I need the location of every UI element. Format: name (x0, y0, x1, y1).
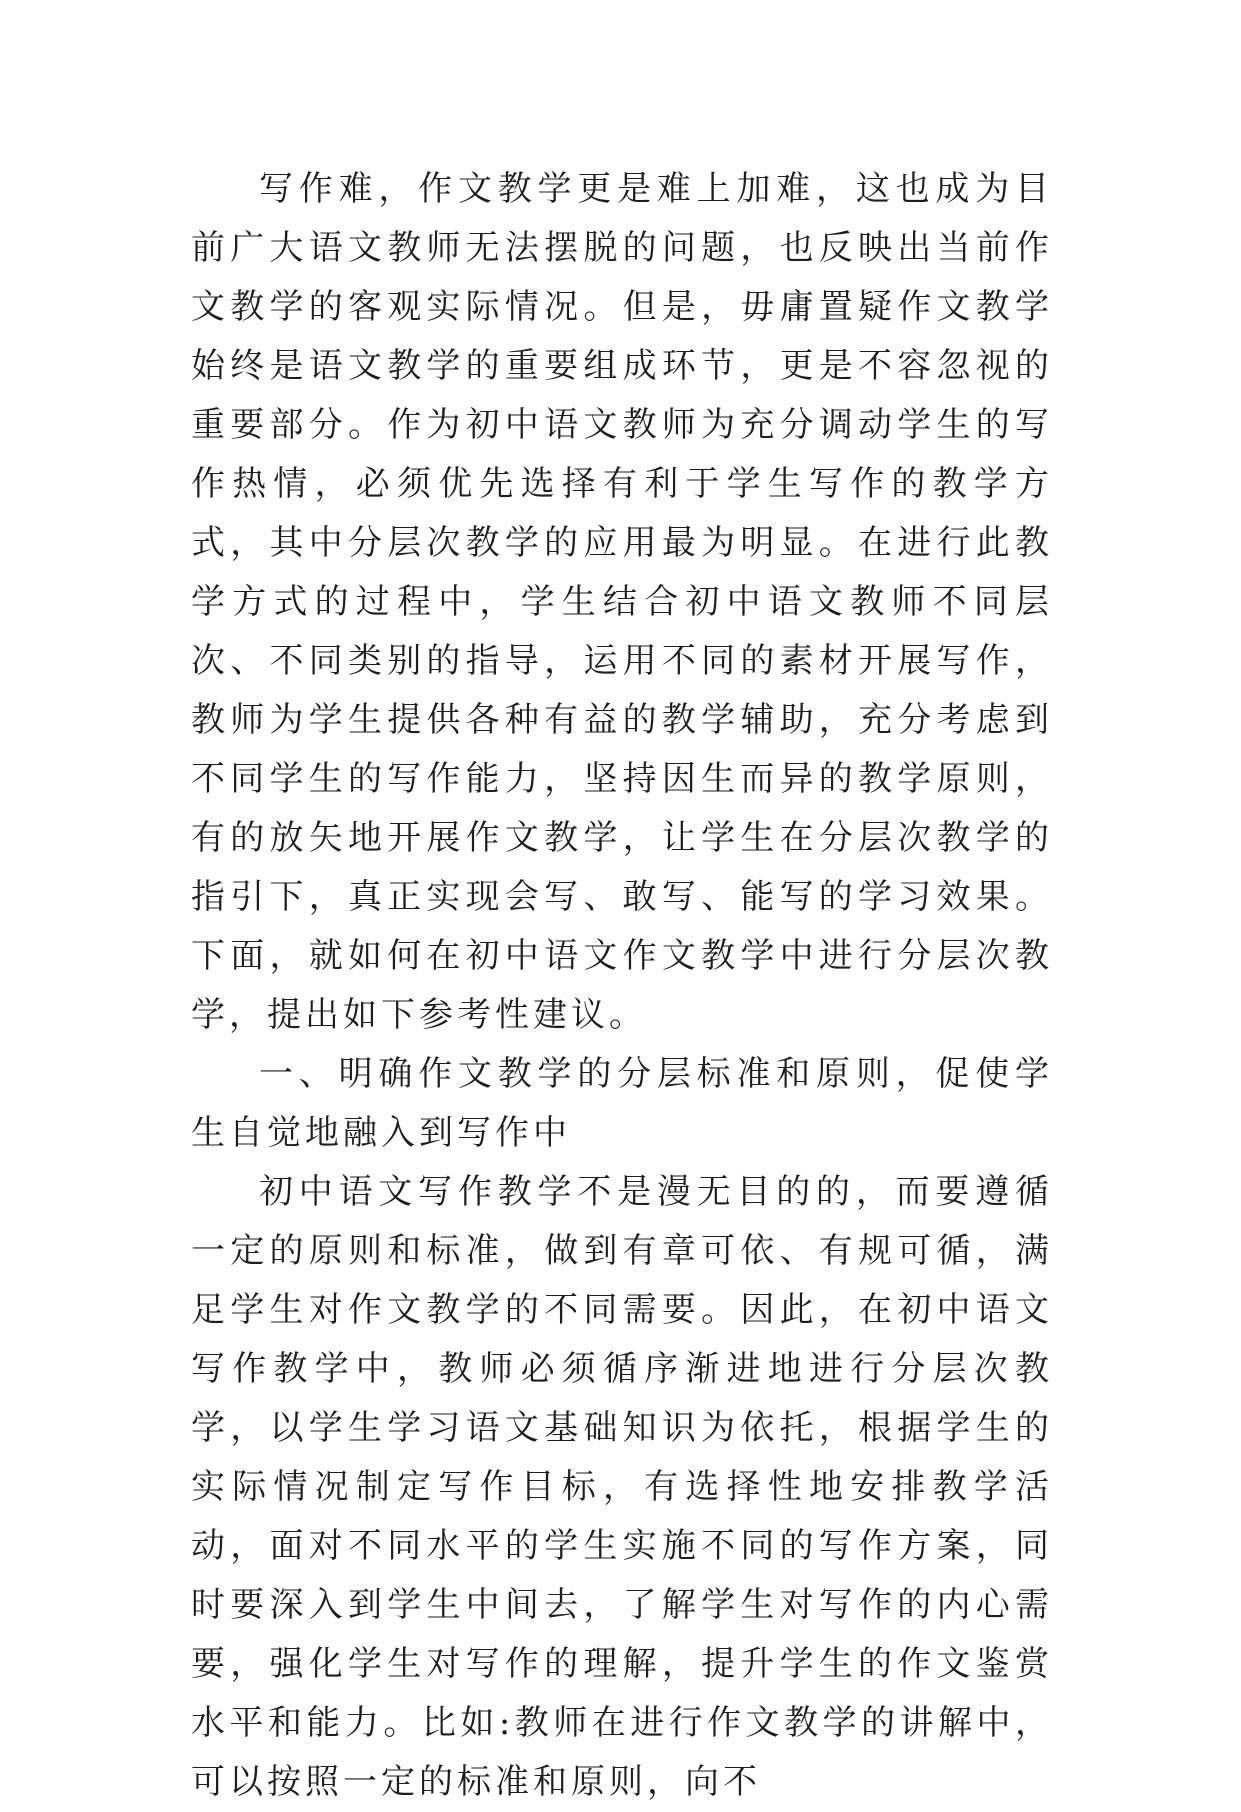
intro-paragraph: 写作难，作文教学更是难上加难，这也成为目前广大语文教师无法摆脱的问题，也反映出当前作文教学的客观实际情况。但是，毋庸置疑作文教学始终是语文教学的重要组成环节，更是不容忽视的重要部分。作为初中语文教师为充分调动学生的写作热情，必须优先选择有利于学生写作的教学方式，其中分层次教学的应用最为明显。在进行此教学方式的过程中，学生结合初中语文教师不同层次、不同类别的指导，运用不同的素材开展写作，教师为学生提供各种有益的教学辅助，充分考虑到不同学生的写作能力，坚持因生而异的教学原则，有的放矢地开展作文教学，让学生在分层次教学的指引下，真正实现会写、敢写、能写的学习效果。下面，就如何在初中语文作文教学中进行分层次教学，提出如下参考性建议。 (191, 169, 1053, 1035)
section-paragraph: 初中语文写作教学不是漫无目的的，而要遵循一定的原则和标准，做到有章可依、有规可循，满足学生对作文教学的不同需要。因此，在初中语文写作教学中，教师必须循序渐进地进行分层次教学，以学生学习语文基础知识为依托，根据学生的实际情况制定写作目标，有选择性地安排教学活动，面对不同水平的学生实施不同的写作方案，同时要深入到学生中间去，了解学生对写作的内心需要，强化学生对写作的理解，提升学生的作文鉴赏水平和能力。比如:教师在进行作文教学的讲解中，可以按照一定的标准和原则，向不 (191, 1172, 1053, 1802)
section-heading: 一、明确作文教学的分层标准和原则，促使学生自觉地融入到写作中 (191, 1054, 1053, 1153)
document-body (191, 160, 1053, 1812)
